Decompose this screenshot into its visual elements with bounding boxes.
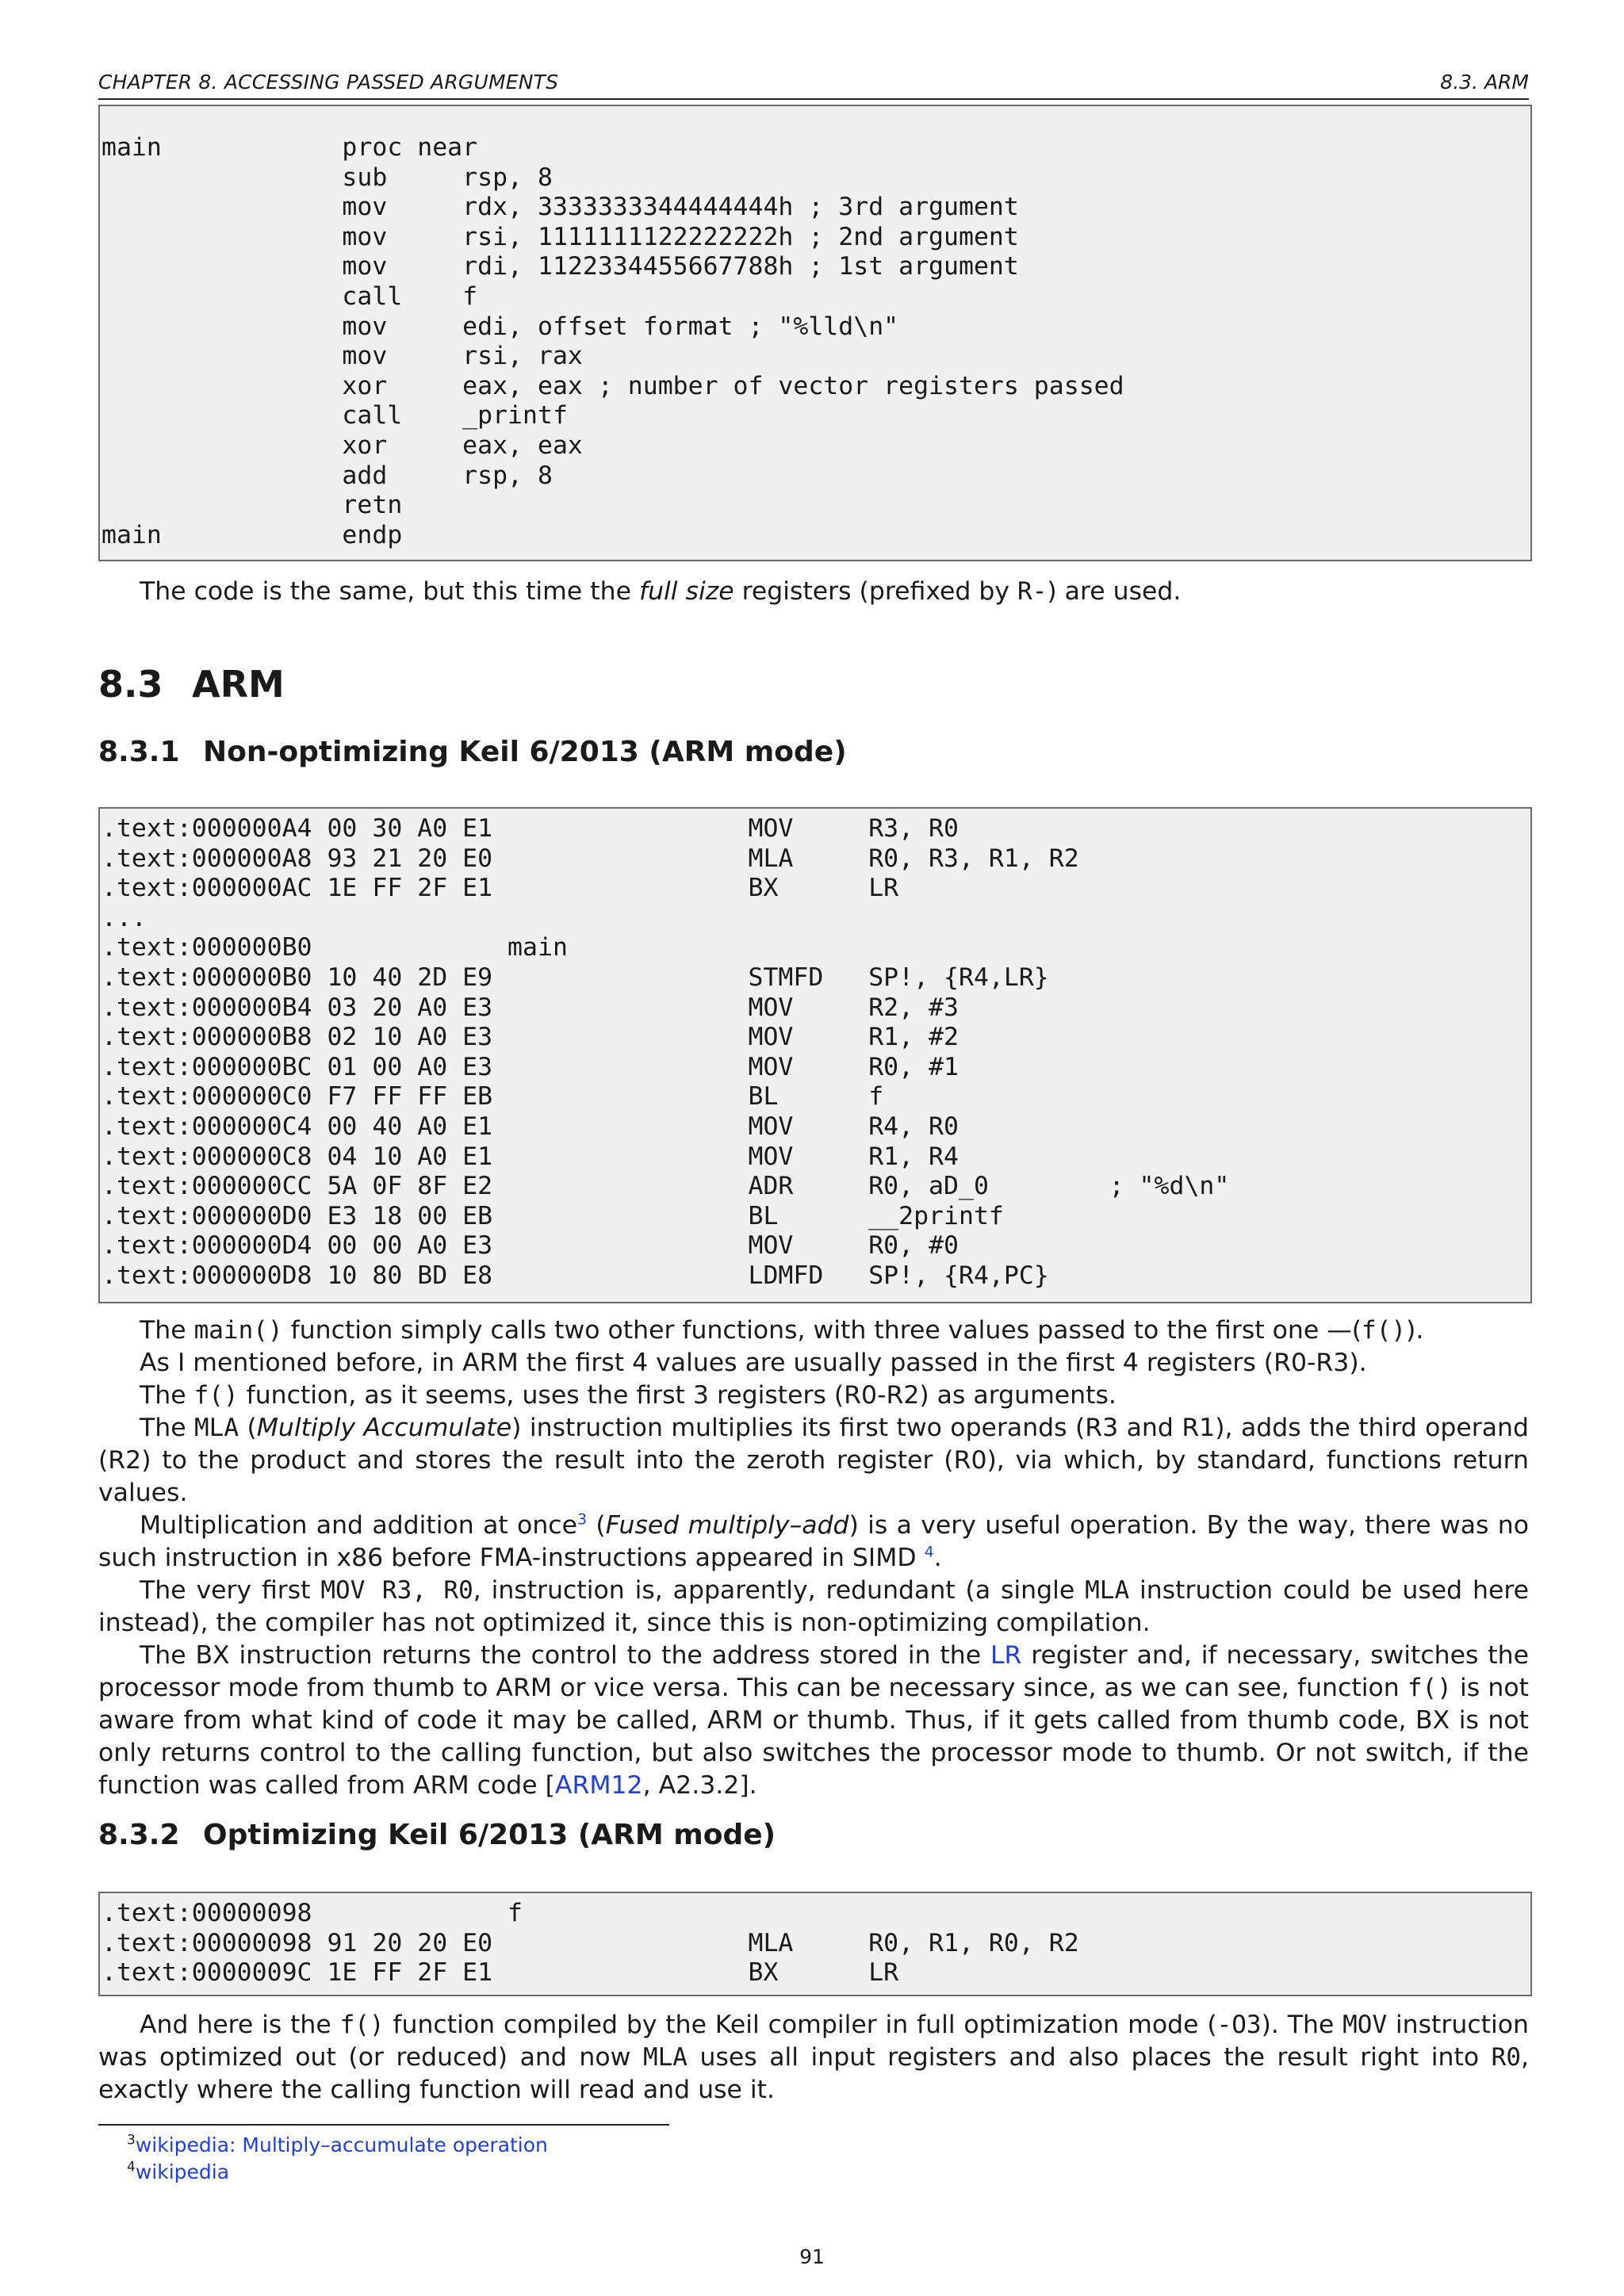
text-run: .: [933, 1544, 942, 1572]
emphasis-text: full size: [638, 577, 734, 606]
section-title: ARM: [192, 663, 285, 706]
inline-code: MLA: [1085, 1576, 1130, 1605]
paragraph-full-size-registers: [98, 576, 1529, 608]
inline-code: f(): [193, 1381, 239, 1410]
text-run: function, as it seems, uses the first 3 registers (R0-R2) as arguments.: [238, 1381, 1116, 1410]
header-section-title: 8.3. ARM: [1440, 71, 1529, 94]
inline-code: R-: [1017, 577, 1048, 606]
text-run: instruction was optimized out (or reduced) and now: [98, 2011, 1529, 2072]
footnote-4: [127, 2160, 229, 2185]
inline-code: f(): [339, 2011, 385, 2039]
text-run: And here is the: [140, 2011, 340, 2039]
text-run: The: [140, 1381, 194, 1410]
inline-code: MOV: [1342, 2011, 1388, 2039]
text-run: Multiplication and addition at once: [140, 1511, 577, 1540]
code-listing-arm-optimized: [98, 1892, 1532, 1996]
footnote-ref[interactable]: 3: [576, 1510, 588, 1529]
footnote-divider: [98, 2124, 669, 2126]
inline-code: MLA: [642, 2043, 688, 2072]
section-title: Optimizing Keil 6/2013 (ARM mode): [203, 1819, 776, 1851]
section-heading-8-3: [98, 663, 285, 706]
text-run: instruction could be used here instead), the compiler has not optimized it, since this is non-optimizing compilation.: [98, 1576, 1529, 1637]
footnote-link[interactable]: wikipedia: Multiply–accumulate operation: [135, 2133, 548, 2156]
inline-code: f(): [1407, 1674, 1452, 1702]
paragraph-optimized-explanation: [98, 2009, 1529, 2107]
text-run: uses all input registers and also places the result right into: [687, 2043, 1492, 2072]
page-number: 91: [799, 2245, 825, 2268]
text-run: , A2.3.2].: [642, 1771, 757, 1800]
text-run: ).: [1406, 1316, 1424, 1345]
text-run: ) is a very useful operation. By the way, there was no such instruction in x86 before FMA-instructions appeared in SIMD: [98, 1511, 1529, 1572]
section-title: Non-optimizing Keil 6/2013 (ARM mode): [203, 736, 847, 768]
code-listing-arm-nonoptimized: [98, 807, 1532, 1303]
citation-link-arm12[interactable]: ARM12: [554, 1771, 643, 1800]
text-run: The very first: [140, 1576, 321, 1605]
section-number: 8.3.2: [98, 1819, 180, 1851]
section-number: 8.3: [98, 663, 163, 706]
text-run: The: [140, 1316, 194, 1345]
emphasis-text: Multiply Accumulate: [256, 1414, 512, 1442]
code-listing-text: .text:000000A4 00 30 A0 E1 MOV R3, R0 .text:000000A8 93 21 20 E0 MLA R0, R3, R1, R2 .text:000000AC 1E FF 2F E1 BX LR ... .text:000000B0 main .text:000000B0 10 40 2D E9 STMFD SP!, {R4,LR} .text:000000B4 03 20 A0 E3 MOV R2, #3 .text:000000B8 02 10 A0 E3 MOV R1, #2 .text:000000BC 01 00 A0 E3 MOV R0, #1 .text:000000C0 F7 FF FF EB BL f .text:000000C4 00 40 A0 E1 MOV R4, R0 .text:000000C8 04 10 A0 E1 MOV R1, R4 .text:000000CC 5A 0F 8F E2 ADR R0, aD_0 ; "%d\n" .text:000000D0 E3 18 00 EB BL __2printf .text:000000D4 00 00 A0 E3 MOV R0, #0 .text:000000D8 10 80 BD E8 LDMFD SP!, {R4,PC}: [102, 814, 1230, 1290]
paragraph: [98, 1412, 1529, 1510]
glossary-link-lr[interactable]: LR: [990, 1641, 1022, 1670]
paragraph: [98, 1640, 1529, 1802]
text-run: register and, if necessary, switches the processor mode from thumb to ARM or vice versa. This can be necessary since, as we can see, function: [98, 1641, 1529, 1702]
header-chapter-title: CHAPTER 8. ACCESSING PASSED ARGUMENTS: [98, 71, 559, 94]
text-run: The: [140, 1414, 195, 1442]
footnote-mark: 4: [127, 2159, 136, 2175]
text-run: ). The: [1261, 2011, 1343, 2039]
inline-code: R0: [1491, 2043, 1521, 2072]
text-run: function compiled by the Keil compiler in full optimization mode (: [384, 2011, 1217, 2039]
subsection-heading-8-3-2: [98, 1819, 776, 1851]
section-number: 8.3.1: [98, 736, 180, 768]
paragraph: As I mentioned before, in ARM the first 4 values are usually passed in the first 4 registers (R0-R3).: [140, 1349, 1367, 1377]
footnote-ref[interactable]: 4: [924, 1543, 934, 1561]
paragraph: [98, 1314, 1529, 1347]
inline-code: MOV R3, R0: [320, 1576, 473, 1605]
subsection-heading-8-3-1: [98, 736, 847, 768]
text-run: function simply calls two other functions, with three values passed to the first one —(: [282, 1316, 1362, 1345]
paragraph: [98, 1510, 1529, 1575]
text-run: (: [587, 1511, 606, 1540]
text-run: ) instruction multiplies its first two operands (R3 and R1), adds the third operand (R2) to the product and stores the result into the zeroth register (R0), via which, by standard, functions return values.: [98, 1414, 1529, 1507]
paragraph: [98, 1575, 1529, 1640]
paragraph-block-arm-explanation: [98, 1314, 1529, 1802]
text-run: The code is the same, but this time the: [140, 577, 639, 606]
text-run: registers (prefixed by: [733, 577, 1018, 606]
text-run: (: [239, 1414, 257, 1442]
text-run: The BX instruction returns the control to the address stored in the: [140, 1641, 990, 1670]
text-run: , instruction is, apparently, redundant (a single: [473, 1576, 1086, 1605]
running-header: [98, 70, 1529, 100]
footnote-mark: 3: [127, 2132, 136, 2149]
code-listing-text: .text:00000098 f .text:00000098 91 20 20 E0 MLA R0, R1, R0, R2 .text:0000009C 1E FF 2F E1 BX LR: [102, 1899, 1079, 1988]
inline-code: -O3: [1216, 2011, 1262, 2039]
code-listing-x64: [98, 105, 1532, 561]
footnote-link[interactable]: wikipedia: [135, 2160, 230, 2183]
emphasis-text: Fused multiply–add: [605, 1511, 849, 1540]
inline-code: f(): [1362, 1316, 1407, 1345]
footnote-3: [127, 2133, 548, 2158]
code-listing-text: main proc near sub rsp, 8 mov rdx, 3333333344444444h ; 3rd argument mov rsi, 1111111122222222h ; 2nd argument mov rdi, 1122334455667788h ; 1st argument call f mov edi, offset format ; "%lld\n" mov rsi, rax xor eax, eax ; number of vector registers passed call _printf xor eax, eax add rsp, 8 retn main endp: [102, 133, 1124, 549]
inline-code: MLA: [194, 1414, 239, 1442]
text-run: is not aware from what kind of code it may be called, ARM or thumb. Thus, if it gets called from thumb code, BX is not only returns control to the calling function, but also switches the processor mode to thumb. Or not switch, if the function was called from ARM code [: [98, 1674, 1529, 1800]
text-run: , exactly where the calling function will read and use it.: [98, 2043, 1529, 2104]
text-run: ) are used.: [1047, 577, 1182, 606]
inline-code: main(): [193, 1316, 283, 1345]
paragraph: [98, 1380, 1529, 1412]
